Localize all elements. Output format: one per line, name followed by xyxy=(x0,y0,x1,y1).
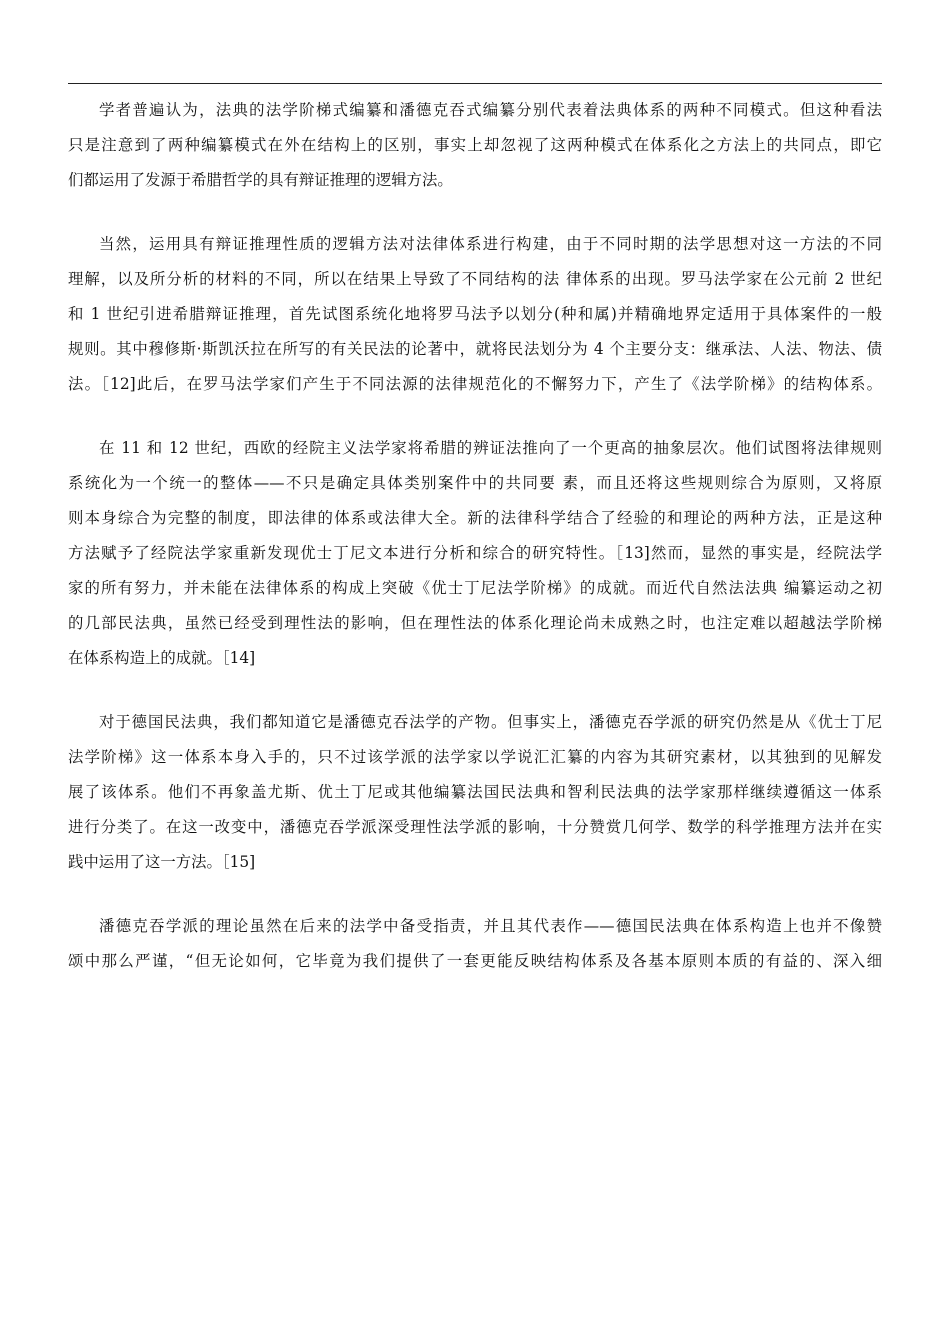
text-line: 规则。其中穆修斯·斯凯沃拉在所写的有关民法的论著中，就将民法划分为 4 个主要分支：继承法、人法、物法、债 xyxy=(68,340,882,358)
text-line: 则本身综合为完整的制度，即法律的体系或法律大全。新的法律科学结合了经验的和理论的两种方法，正是这种 xyxy=(68,509,882,527)
text-line: 法学阶梯》这一体系本身入手的，只不过该学派的法学家以学说汇汇纂的内容为其研究素材，以其独到的见解发 xyxy=(68,748,882,766)
text-line: 进行分类了。在这一改变中，潘德克吞学派深受理性法学派的影响，十分赞赏几何学、数学的科学推理方法并在实 xyxy=(68,818,882,836)
text-line: 在 11 和 12 世纪，西欧的经院主义法学家将希腊的辨证法推向了一个更高的抽象层次。他们试图将法律规则 xyxy=(99,439,882,457)
text-line: 系统化为一个统一的整体——不只是确定具体类别案件中的共同要 素，而且还将这些规则综合为原则，又将原 xyxy=(68,474,882,492)
text-line: 和 1 世纪引进希腊辩证推理，首先试图系统化地将罗马法予以划分(种和属)并精确地界定适用于具体案件的一般 xyxy=(68,305,882,323)
header-rule xyxy=(68,83,882,84)
text-line: 们都运用了发源于希腊哲学的具有辩证推理的逻辑方法。 xyxy=(68,171,453,189)
text-line: 学者普遍认为，法典的法学阶梯式编纂和潘德克吞式编纂分别代表着法典体系的两种不同模式。但这种看法 xyxy=(99,101,882,119)
document-body xyxy=(68,93,882,1008)
text-line: 方法赋予了经院法学家重新发现优士丁尼文本进行分析和综合的研究特性。［13]然而，显然的事实是，经院法学 xyxy=(68,544,882,562)
paragraph-1 xyxy=(68,93,882,198)
paragraph-5 xyxy=(68,909,882,979)
text-line: 家的所有努力，并未能在法律体系的构成上突破《优士丁尼法学阶梯》的成就。而近代自然法法典 编纂运动之初 xyxy=(68,579,882,597)
text-line: 只是注意到了两种编纂模式在外在结构上的区别，事实上却忽视了这两种模式在体系化之方法上的共同点，即它 xyxy=(68,136,882,154)
text-line: 潘德克吞学派的理论虽然在后来的法学中备受指责，并且其代表作——德国民法典在体系构造上也并不像赞 xyxy=(99,917,882,935)
text-line: 法。［12]此后，在罗马法学家们产生于不同法源的法律规范化的不懈努力下，产生了《法学阶梯》的结构体系。 xyxy=(68,375,882,393)
paragraph-4 xyxy=(68,705,882,880)
text-line: 的几部民法典，虽然已经受到理性法的影响，但在理性法的体系化理论尚未成熟之时，也注定难以超越法学阶梯 xyxy=(68,614,882,632)
text-line: 理解，以及所分析的材料的不同，所以在结果上导致了不同结构的法 律体系的出现。罗马法学家在公元前 2 世纪 xyxy=(68,270,882,288)
text-line: 践中运用了这一方法。［15] xyxy=(68,853,256,871)
paragraph-2 xyxy=(68,227,882,402)
text-line: 对于德国民法典，我们都知道它是潘德克吞法学的产物。但事实上，潘德克吞学派的研究仍然是从《优士丁尼 xyxy=(99,713,882,731)
text-line: 在体系构造上的成就。［14] xyxy=(68,649,256,667)
paragraph-3 xyxy=(68,431,882,676)
text-line: 展了该体系。他们不再象盖尤斯、优土丁尼或其他编纂法国民法典和智利民法典的法学家那样继续遵循这一体系 xyxy=(68,783,882,801)
text-line: 当然，运用具有辩证推理性质的逻辑方法对法律体系进行构建，由于不同时期的法学思想对这一方法的不同 xyxy=(99,235,882,253)
text-line: 颂中那么严谨，“但无论如何，它毕竟为我们提供了一套更能反映结构体系及各基本原则本质的有益的、深入细 xyxy=(68,952,882,970)
